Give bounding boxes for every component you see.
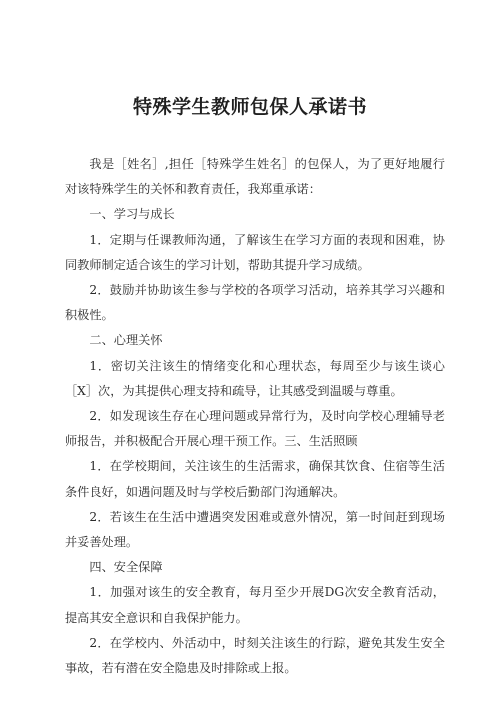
safety-item-1: 1．加强对该生的安全教育，每月至少开展DG次安全教育活动，提高其安全意识和自我保护能力。 xyxy=(65,585,445,625)
section-heading-study: 一、学习与成长 xyxy=(89,207,175,222)
intro-paragraph: 我是［姓名］,担任［特殊学生姓名］的包保人，为了更好地履行对该特殊学生的关怀和教育责任，我郑重承诺： xyxy=(65,157,445,197)
study-item-2: 2．鼓励并协助该生参与学校的各项学习活动，培养其学习兴趣和积极性。 xyxy=(65,283,445,323)
study-item-1: 1．定期与任课教师沟通，了解该生在学习方面的表现和困难，协同教师制定适合该生的学习计划，帮助其提升学习成绩。 xyxy=(65,232,445,272)
psychology-item-1: 1．密切关注该生的情绪变化和心理状态，每周至少与该生谈心［X］次，为其提供心理支持和疏导，让其感受到温暖与尊重。 xyxy=(65,358,445,398)
psychology-item-2: 2．如发现该生存在心理问题或异常行为，及时向学校心理辅导老师报告，并积极配合开展心理干预工作。三、生活照顾 xyxy=(65,409,445,449)
life-item-1: 1．在学校期间，关注该生的生活需求，确保其饮食、住宿等生活条件良好，如遇问题及时与学校后勤部门沟通解决。 xyxy=(65,459,445,499)
safety-item-2: 2．在学校内、外活动中，时刻关注该生的行踪，避免其发生安全事故，若有潜在安全隐患及时排除或上报。 xyxy=(65,635,445,676)
document-body xyxy=(65,152,445,681)
section-heading-safety: 四、安全保障 xyxy=(89,560,163,575)
life-item-2: 2．若该生在生活中遭遇突发困难或意外情况，第一时间赶到现场并妥善处理。 xyxy=(65,509,445,550)
document-title: 特殊学生教师包保人承诺书 xyxy=(132,96,367,118)
section-heading-psychology: 二、心理关怀 xyxy=(89,333,163,348)
